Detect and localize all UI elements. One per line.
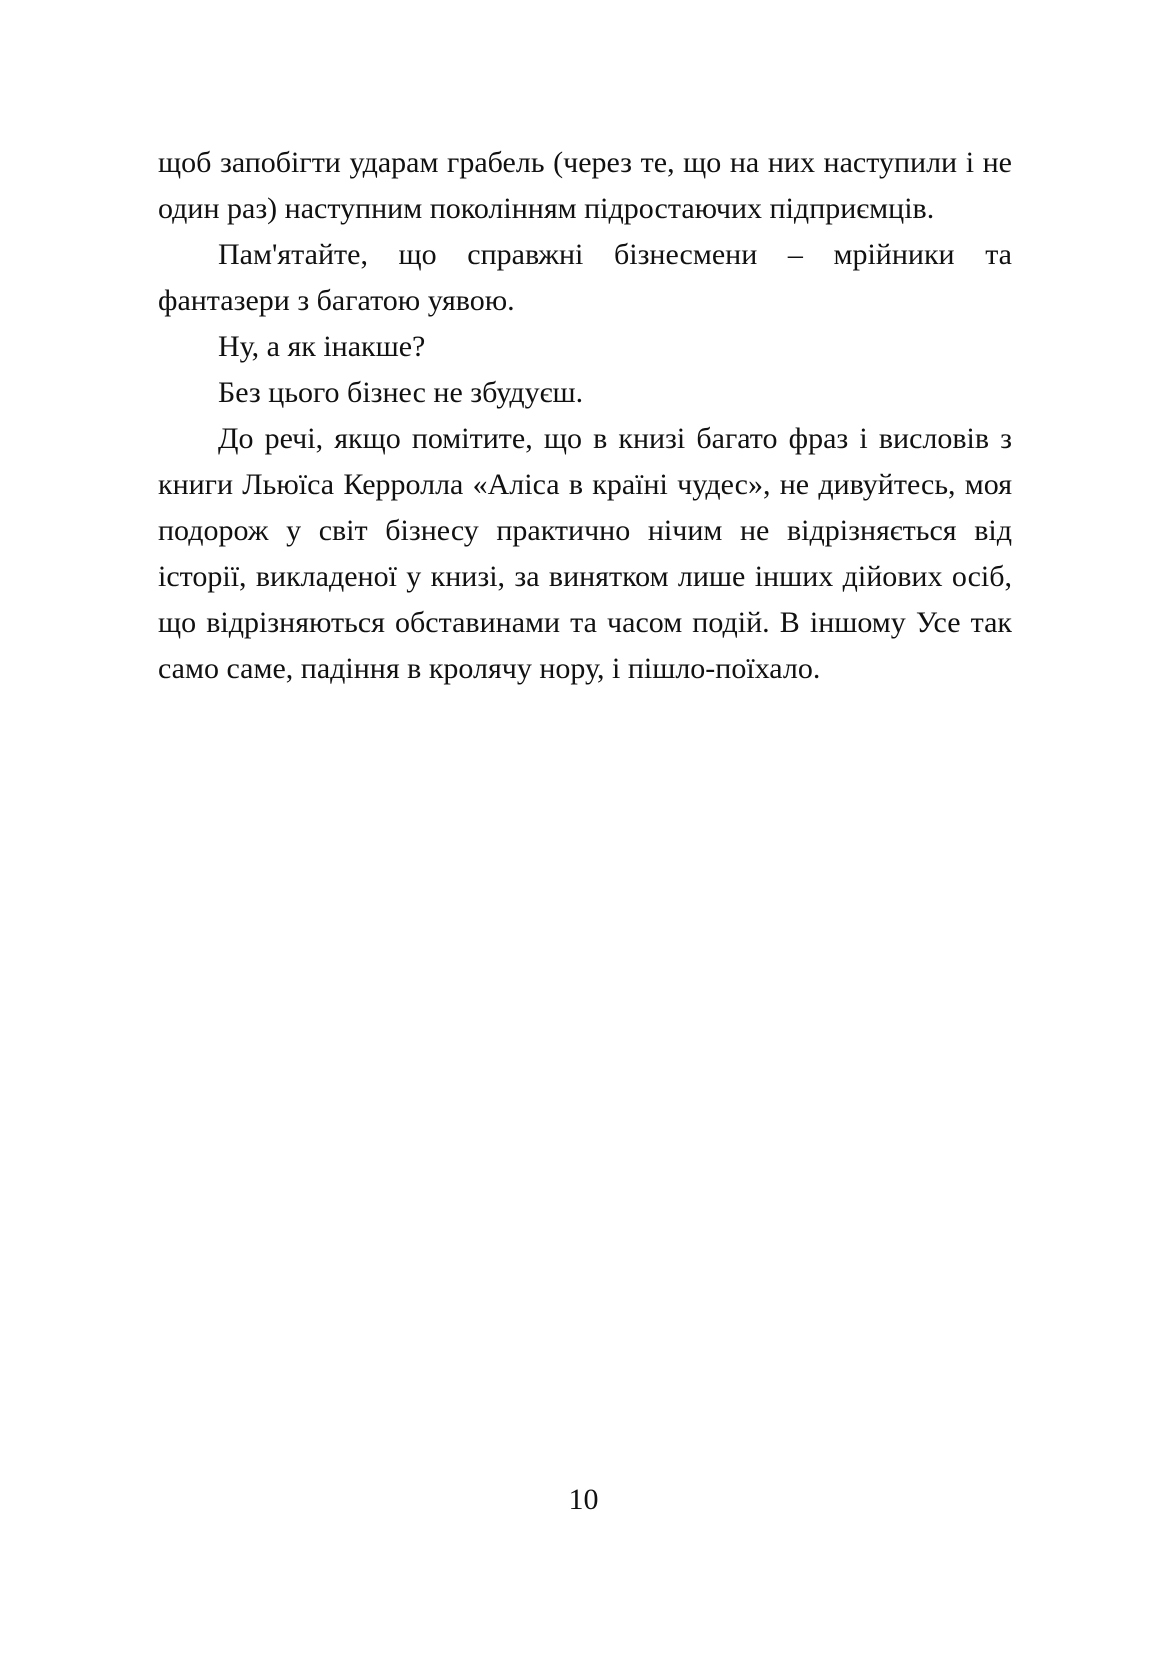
paragraph-continuation: щоб запобігти ударам грабель (через те, що на них наступили і не один раз) наступним поколінням підростаючих підприємців. (158, 146, 1012, 225)
paragraph-dreamers: Пам'ятайте, що справжні бізнесмени – мрійники та фантазери з багатою уявою. (158, 238, 1012, 317)
paragraph-alice-reference: До речі, якщо помітите, що в книзі багато фраз і висловів з книги Льюїса Керролла «Аліса в країні чудес», не дивуйтесь, моя подорож у світ бізнесу практично нічим не відрізняється від історії, викладеної у книзі, за винятком лише інших дійових осіб, що відрізняються обставинами та часом подій. В іншому Усе так само саме, падіння в кролячу нору, і пішло-поїхало. (158, 422, 1012, 685)
body-text (158, 140, 1012, 692)
paragraph-statement: Без цього бізнес не збудуєш. (218, 376, 584, 409)
paragraph-question: Ну, а як інакше? (218, 330, 426, 363)
page-number: 10 (568, 1483, 599, 1516)
